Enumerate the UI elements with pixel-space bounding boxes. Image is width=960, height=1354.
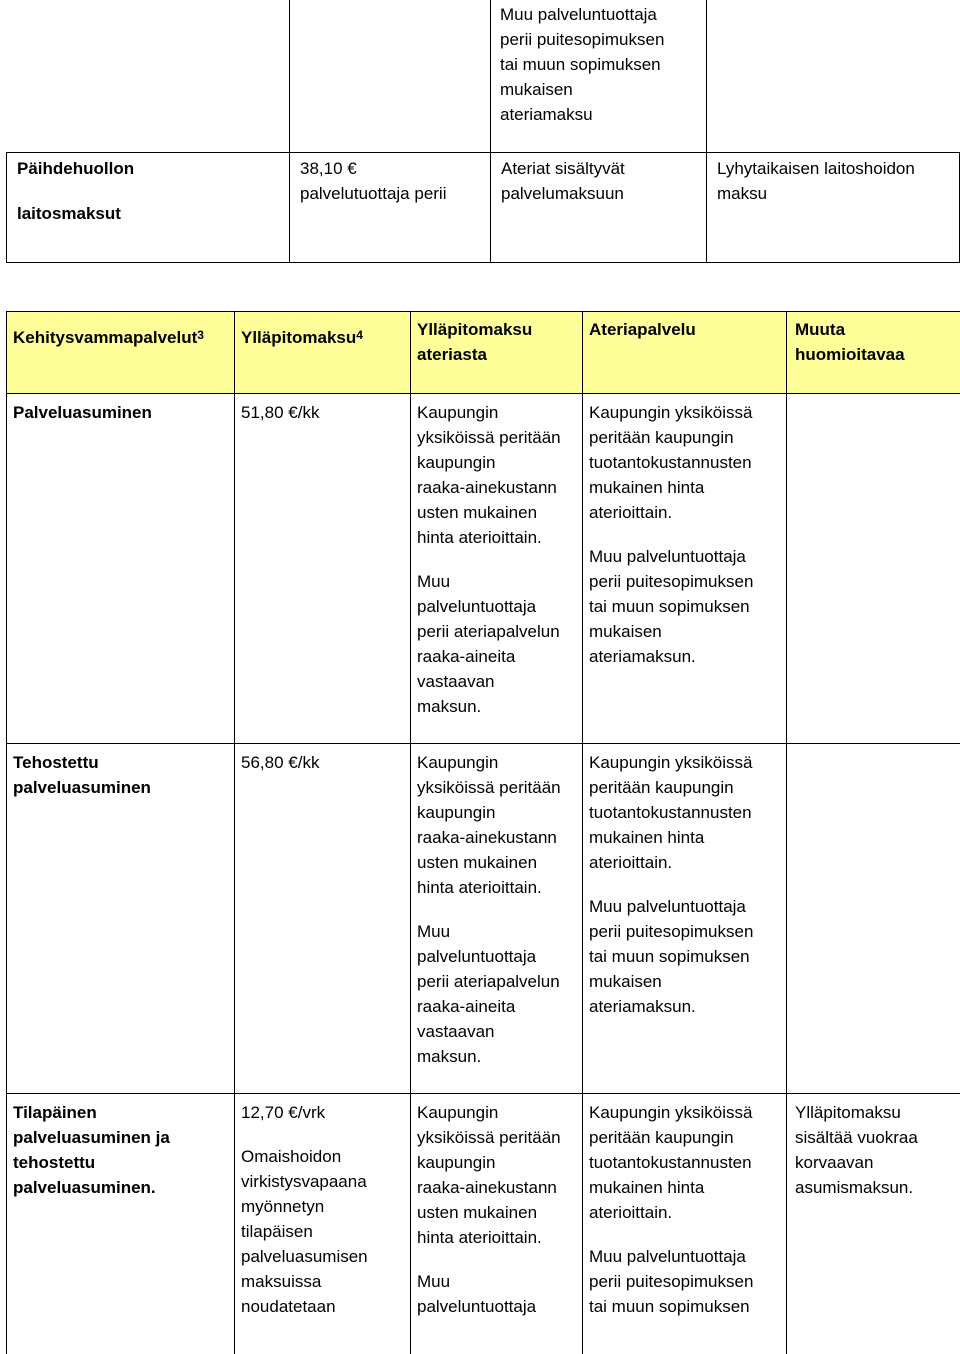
text-line: yksiköissä peritään bbox=[417, 425, 582, 450]
other-cell bbox=[787, 744, 960, 1094]
text-line: Kaupungin bbox=[417, 1100, 582, 1125]
row-title: laitosmaksut bbox=[17, 201, 289, 226]
text-line: raaka-aineita bbox=[417, 994, 582, 1019]
text-line: mukaisen bbox=[500, 77, 706, 102]
text-line: mukaisen bbox=[589, 619, 786, 644]
text-line: mukainen hinta bbox=[589, 825, 786, 850]
fee-cell bbox=[235, 744, 411, 1094]
text-line: noudatetaan bbox=[241, 1294, 410, 1319]
service-cell bbox=[7, 744, 235, 1094]
text-line: Ateriat sisältyvät bbox=[501, 156, 706, 181]
text-line: tuotantokustannusten bbox=[589, 800, 786, 825]
table-row bbox=[7, 744, 960, 1094]
text-line: palveluasumisen bbox=[241, 1244, 410, 1269]
column-header: ateriasta bbox=[417, 342, 582, 367]
text-line: kaupungin bbox=[417, 1150, 582, 1175]
table-row bbox=[7, 1094, 960, 1354]
paihdehuolto-meals bbox=[491, 152, 707, 262]
text-line: Kaupungin yksiköissä bbox=[589, 1100, 786, 1125]
column-header: huomioitavaa bbox=[795, 342, 960, 367]
text-line: maksu bbox=[717, 181, 959, 206]
text-line: mukainen hinta bbox=[589, 1175, 786, 1200]
text-line: palveluntuottaja bbox=[417, 594, 582, 619]
text-line: ateriamaksu bbox=[500, 102, 706, 127]
text-line: raaka-ainekustann bbox=[417, 1175, 582, 1200]
text-line: perii ateriapalvelun bbox=[417, 619, 582, 644]
text-line: perii ateriapalvelun bbox=[417, 969, 582, 994]
text-line: sisältää vuokraa bbox=[795, 1125, 960, 1150]
text-line: Kaupungin yksiköissä bbox=[589, 750, 786, 775]
text-line: hinta aterioittain. bbox=[417, 525, 582, 550]
service-name: palveluasuminen. bbox=[13, 1175, 234, 1200]
continuation-row bbox=[7, 0, 960, 152]
text-line: kaupungin bbox=[417, 450, 582, 475]
text-line: Omaishoidon bbox=[241, 1144, 410, 1169]
text-line: asumismaksun. bbox=[795, 1175, 960, 1200]
text-line: Muu palveluntuottaja bbox=[589, 544, 786, 569]
column-header: Kehitysvammapalvelut bbox=[13, 328, 197, 347]
text-line: tai muun sopimuksen bbox=[589, 1294, 786, 1319]
text-line: Muu palveluntuottaja bbox=[589, 1244, 786, 1269]
text-line: tilapäisen bbox=[241, 1219, 410, 1244]
text-line: hinta aterioittain. bbox=[417, 875, 582, 900]
text-line: palveluntuottaja bbox=[417, 944, 582, 969]
text-line: hinta aterioittain. bbox=[417, 1225, 582, 1250]
text-line: Muu bbox=[417, 569, 582, 594]
header-row bbox=[7, 312, 960, 394]
meal-service-cell bbox=[583, 744, 787, 1094]
meal-fee-cell bbox=[411, 744, 583, 1094]
text-line: maksun. bbox=[417, 694, 582, 719]
paihdehuolto-amount bbox=[290, 152, 491, 262]
text-line: Muu bbox=[417, 1269, 582, 1294]
text-line: raaka-ainekustann bbox=[417, 825, 582, 850]
table-row bbox=[7, 394, 960, 744]
text-line: maksun. bbox=[417, 1044, 582, 1069]
text-line: palveluntuottaja bbox=[417, 1294, 582, 1319]
text-line: tai muun sopimuksen bbox=[589, 944, 786, 969]
service-name: Tehostettu bbox=[13, 750, 234, 775]
fee-amount: 56,80 €/kk bbox=[241, 750, 410, 775]
text-line: mukaisen bbox=[589, 969, 786, 994]
text-line: mukainen hinta bbox=[589, 475, 786, 500]
service-cell bbox=[7, 394, 235, 744]
text-line: peritään kaupungin bbox=[589, 1125, 786, 1150]
text-line: yksiköissä peritään bbox=[417, 1125, 582, 1150]
meal-fee-cell bbox=[411, 394, 583, 744]
text-line: tai muun sopimuksen bbox=[589, 594, 786, 619]
top-table bbox=[6, 0, 960, 263]
text-line: perii puitesopimuksen bbox=[589, 1269, 786, 1294]
footnote-marker: 4 bbox=[356, 328, 363, 342]
text-line: peritään kaupungin bbox=[589, 425, 786, 450]
text-line: ateriamaksun. bbox=[589, 644, 786, 669]
text-line: palvelumaksuun bbox=[501, 181, 706, 206]
text-line: aterioittain. bbox=[589, 500, 786, 525]
footnote-marker: 3 bbox=[197, 328, 204, 342]
meal-fee-cell bbox=[411, 1094, 583, 1354]
continuation-cell bbox=[491, 0, 707, 152]
text-line: Muu palveluntuottaja bbox=[589, 894, 786, 919]
text-line: virkistysvapaana bbox=[241, 1169, 410, 1194]
text-line: Ylläpitomaksu bbox=[795, 1100, 960, 1125]
text-line: usten mukainen bbox=[417, 850, 582, 875]
main-table bbox=[6, 311, 960, 1354]
fee-cell bbox=[235, 394, 411, 744]
text-line: korvaavan bbox=[795, 1150, 960, 1175]
column-header: Ateriapalvelu bbox=[589, 317, 786, 342]
text-line: Kaupungin bbox=[417, 400, 582, 425]
text-line: Muu bbox=[417, 919, 582, 944]
text-line: usten mukainen bbox=[417, 500, 582, 525]
column-header: Ylläpitomaksu bbox=[241, 328, 356, 347]
paihdehuolto-title bbox=[7, 152, 290, 262]
text-line: kaupungin bbox=[417, 800, 582, 825]
paihdehuolto-other bbox=[707, 152, 960, 262]
header-cell bbox=[7, 312, 235, 394]
text-line: aterioittain. bbox=[589, 1200, 786, 1225]
header-cell bbox=[583, 312, 787, 394]
meal-service-cell bbox=[583, 394, 787, 744]
header-cell bbox=[411, 312, 583, 394]
meal-service-cell bbox=[583, 1094, 787, 1354]
paihdehuolto-row bbox=[7, 152, 960, 262]
text-line: perii puitesopimuksen bbox=[500, 27, 706, 52]
other-cell bbox=[787, 394, 960, 744]
text-line: peritään kaupungin bbox=[589, 775, 786, 800]
text-line: tai muun sopimuksen bbox=[500, 52, 706, 77]
text-line: Kaupungin yksiköissä bbox=[589, 400, 786, 425]
column-header: Ylläpitomaksu bbox=[417, 317, 582, 342]
service-cell bbox=[7, 1094, 235, 1354]
text-line: raaka-aineita bbox=[417, 644, 582, 669]
text-line: usten mukainen bbox=[417, 1200, 582, 1225]
text-line: Kaupungin bbox=[417, 750, 582, 775]
text-line: maksuissa bbox=[241, 1269, 410, 1294]
text-line: ateriamaksun. bbox=[589, 994, 786, 1019]
service-name: palveluasuminen bbox=[13, 775, 234, 800]
text-line: tuotantokustannusten bbox=[589, 1150, 786, 1175]
text-line: Lyhytaikaisen laitoshoidon bbox=[717, 156, 959, 181]
service-name: Palveluasuminen bbox=[13, 400, 234, 425]
text-line: yksiköissä peritään bbox=[417, 775, 582, 800]
text-line: raaka-ainekustann bbox=[417, 475, 582, 500]
row-title: Päihdehuollon bbox=[17, 156, 289, 181]
column-header: Muuta bbox=[795, 317, 960, 342]
text-line: vastaavan bbox=[417, 1019, 582, 1044]
text-line: Muu palveluntuottaja bbox=[500, 2, 706, 27]
text-line: myönnetyn bbox=[241, 1194, 410, 1219]
text-line: 38,10 € bbox=[300, 156, 490, 181]
text-line: vastaavan bbox=[417, 669, 582, 694]
service-name: palveluasuminen ja bbox=[13, 1125, 234, 1150]
text-line: aterioittain. bbox=[589, 850, 786, 875]
service-name: Tilapäinen bbox=[13, 1100, 234, 1125]
text-line: palvelutuottaja perii bbox=[300, 181, 490, 206]
fee-amount: 12,70 €/vrk bbox=[241, 1100, 410, 1125]
fee-cell bbox=[235, 1094, 411, 1354]
text-line: perii puitesopimuksen bbox=[589, 569, 786, 594]
header-cell bbox=[235, 312, 411, 394]
header-cell bbox=[787, 312, 960, 394]
text-line: tuotantokustannusten bbox=[589, 450, 786, 475]
fee-amount: 51,80 €/kk bbox=[241, 400, 410, 425]
service-name: tehostettu bbox=[13, 1150, 234, 1175]
other-cell bbox=[787, 1094, 960, 1354]
text-line: perii puitesopimuksen bbox=[589, 919, 786, 944]
